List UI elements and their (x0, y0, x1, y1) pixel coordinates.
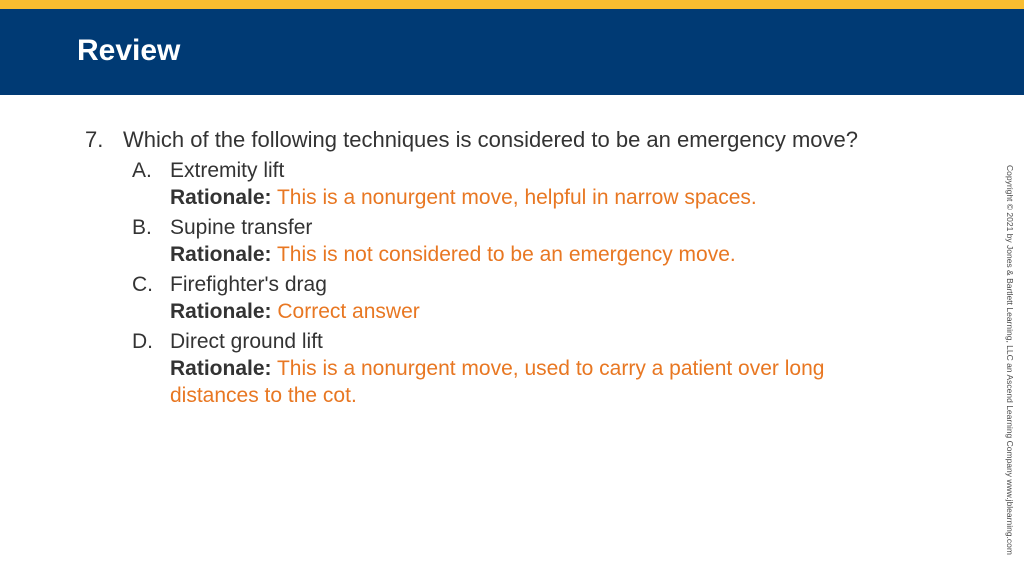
option-letter: B. (132, 216, 152, 239)
rationale-label: Rationale: (170, 300, 272, 323)
answer-option (132, 157, 965, 211)
copyright-notice: Copyright © 2021 by Jones & Bartlett Learning, LLC an Ascend Learning Company www.jblearning.com (1005, 165, 1015, 555)
rationale (170, 184, 870, 211)
rationale-text: This is a nonurgent move, used to carry a patient over long distances to the cot. (170, 357, 825, 407)
question-block (85, 126, 965, 412)
accent-stripe (0, 0, 1024, 9)
option-label: Supine transfer (170, 216, 313, 239)
option-letter: C. (132, 273, 153, 296)
rationale-text: This is a nonurgent move, helpful in narrow spaces. (276, 186, 757, 209)
option-label: Direct ground lift (170, 330, 323, 353)
option-letter: D. (132, 330, 153, 353)
option-label: Firefighter's drag (170, 273, 327, 296)
rationale-text: Correct answer (277, 300, 420, 323)
rationale-text: This is not considered to be an emergency move. (276, 243, 736, 266)
question (85, 126, 965, 154)
option-letter: A. (132, 159, 152, 182)
rationale-label: Rationale: (170, 243, 272, 266)
rationale-label: Rationale: (170, 357, 272, 380)
question-number: 7. (85, 127, 104, 152)
rationale-label: Rationale: (170, 186, 272, 209)
answer-option (132, 214, 965, 268)
rationale (170, 355, 870, 409)
rationale (170, 298, 870, 325)
rationale (170, 241, 870, 268)
slide-title: Review (77, 34, 181, 67)
answer-option (132, 271, 965, 325)
answer-option (132, 328, 965, 409)
question-text: Which of the following techniques is considered to be an emergency move? (123, 127, 858, 152)
option-label: Extremity lift (170, 159, 285, 182)
answer-options (132, 157, 965, 409)
